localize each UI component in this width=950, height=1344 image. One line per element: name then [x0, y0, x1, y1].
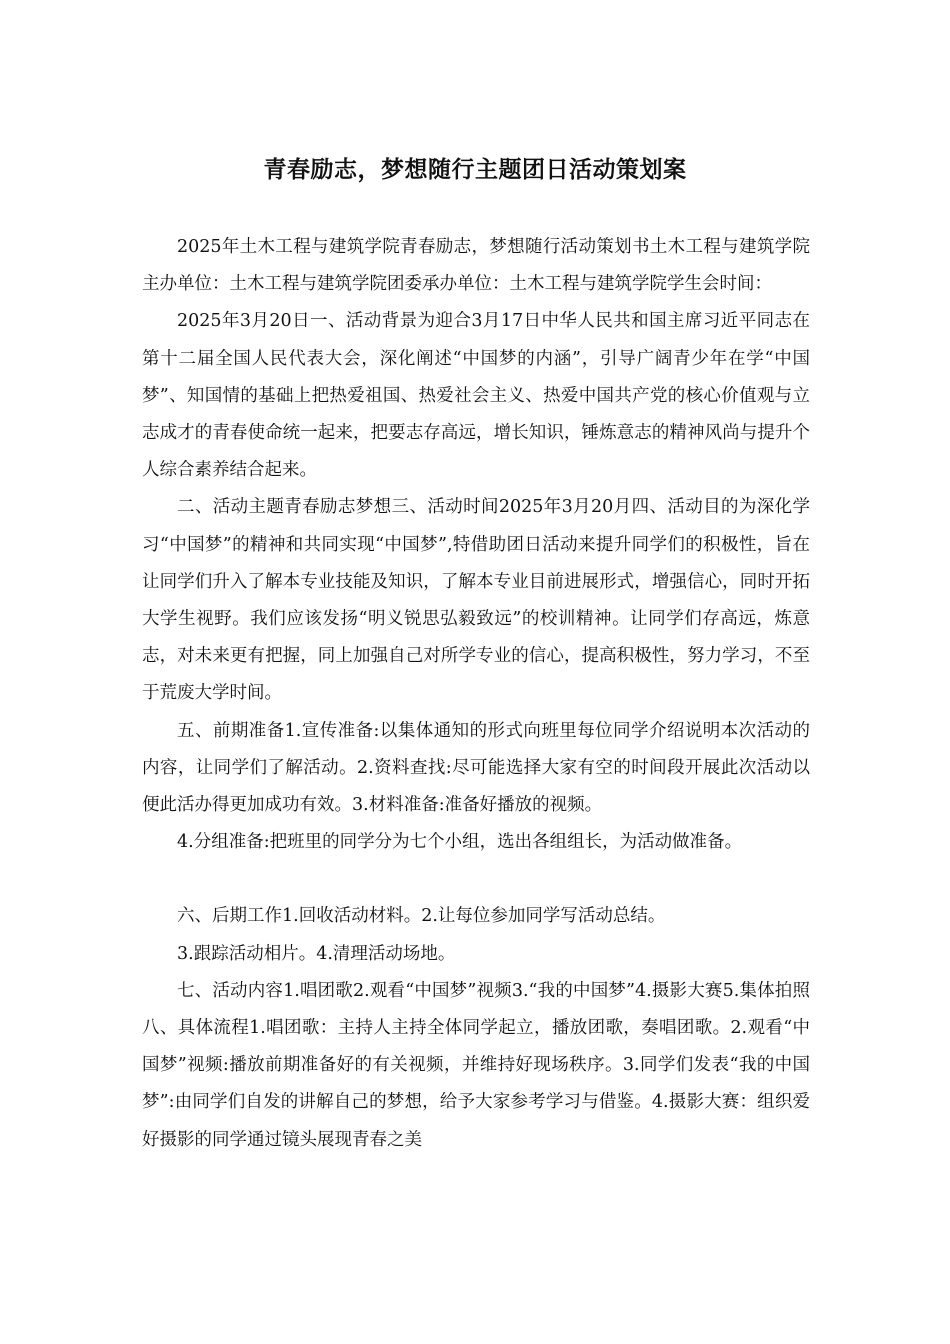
paragraph-background: 2025年3月20日一、活动背景为迎合3月17日中华人民共和国主席习近平同志在第十二届全国人民代表大会，深化阐述“中国梦的内涵”，引导广阔青少年在学“中国梦”、知国情的基础上把热爱祖国、热爱社会主义、热爱中国共产党的核心价值观与立志成才的青春使命统一起来，把要志存高远，增长知识，锤炼意志的精神风尚与提升个人综合素养结合起来。	[142, 311, 810, 481]
document-body	[142, 229, 810, 1159]
paragraph-grouping: 4.分组准备:把班里的同学分为七个小组，选出各组组长，为活动做准备。	[177, 832, 743, 853]
paragraph-preparation: 五、前期准备1.宣传准备:以集体通知的形式向班里每位同学介绍说明本次活动的内容，让同学们了解活动。2.资料查找:尽可能选择大家有空的时间段开展此次活动以便此活办得更加成功有效。3.材料准备:准备好播放的视频。	[142, 720, 810, 816]
paragraph-activity-content: 七、活动内容1.唱团歌2.观看“中国梦”视频3.“我的中国梦”4.摄影大赛5.集体拍照八、具体流程1.唱团歌：主持人主持全体同学起立，播放团歌，奏唱团歌。2.观看“中国梦”视频:播放前期准备好的有关视频，并维持好现场秩序。3.同学们发表“我的中国梦”:由同学们自发的讲解自己的梦想，给予大家参考学习与借鉴。4.摄影大赛：组织爱好摄影的同学通过镜头展现青春之美	[142, 980, 810, 1150]
paragraph-intro: 2025年土木工程与建筑学院青春励志，梦想随行活动策划书土木工程与建筑学院主办单位：土木工程与建筑学院团委承办单位：土木工程与建筑学院学生会时间：	[142, 237, 810, 295]
paragraph-followup: 六、后期工作1.回收活动材料。2.让每位参加同学写活动总结。	[177, 906, 666, 927]
paragraph-spacer	[142, 861, 810, 898]
paragraph-followup-continued: 3.跟踪活动相片。4.清理活动场地。	[177, 943, 456, 964]
paragraph-theme-purpose: 二、活动主题青春励志梦想三、活动时间2025年3月20月四、活动目的为深化学习“中国梦”的精神和共同实现“中国梦”,特借助团日活动来提升同学们的积极性，旨在让同学们升入了解本专业技能及知识，了解本专业目前进展形式，增强信心，同时开拓大学生视野。我们应该发扬“明义锐思弘毅致远”的校训精神。让同学们存高远，炼意志，对未来更有把握，同上加强自己对所学专业的信心，提高积极性，努力学习，不至于荒废大学时间。	[142, 497, 810, 704]
document-title: 青春励志，梦想随行主题团日活动策划案	[263, 157, 687, 183]
